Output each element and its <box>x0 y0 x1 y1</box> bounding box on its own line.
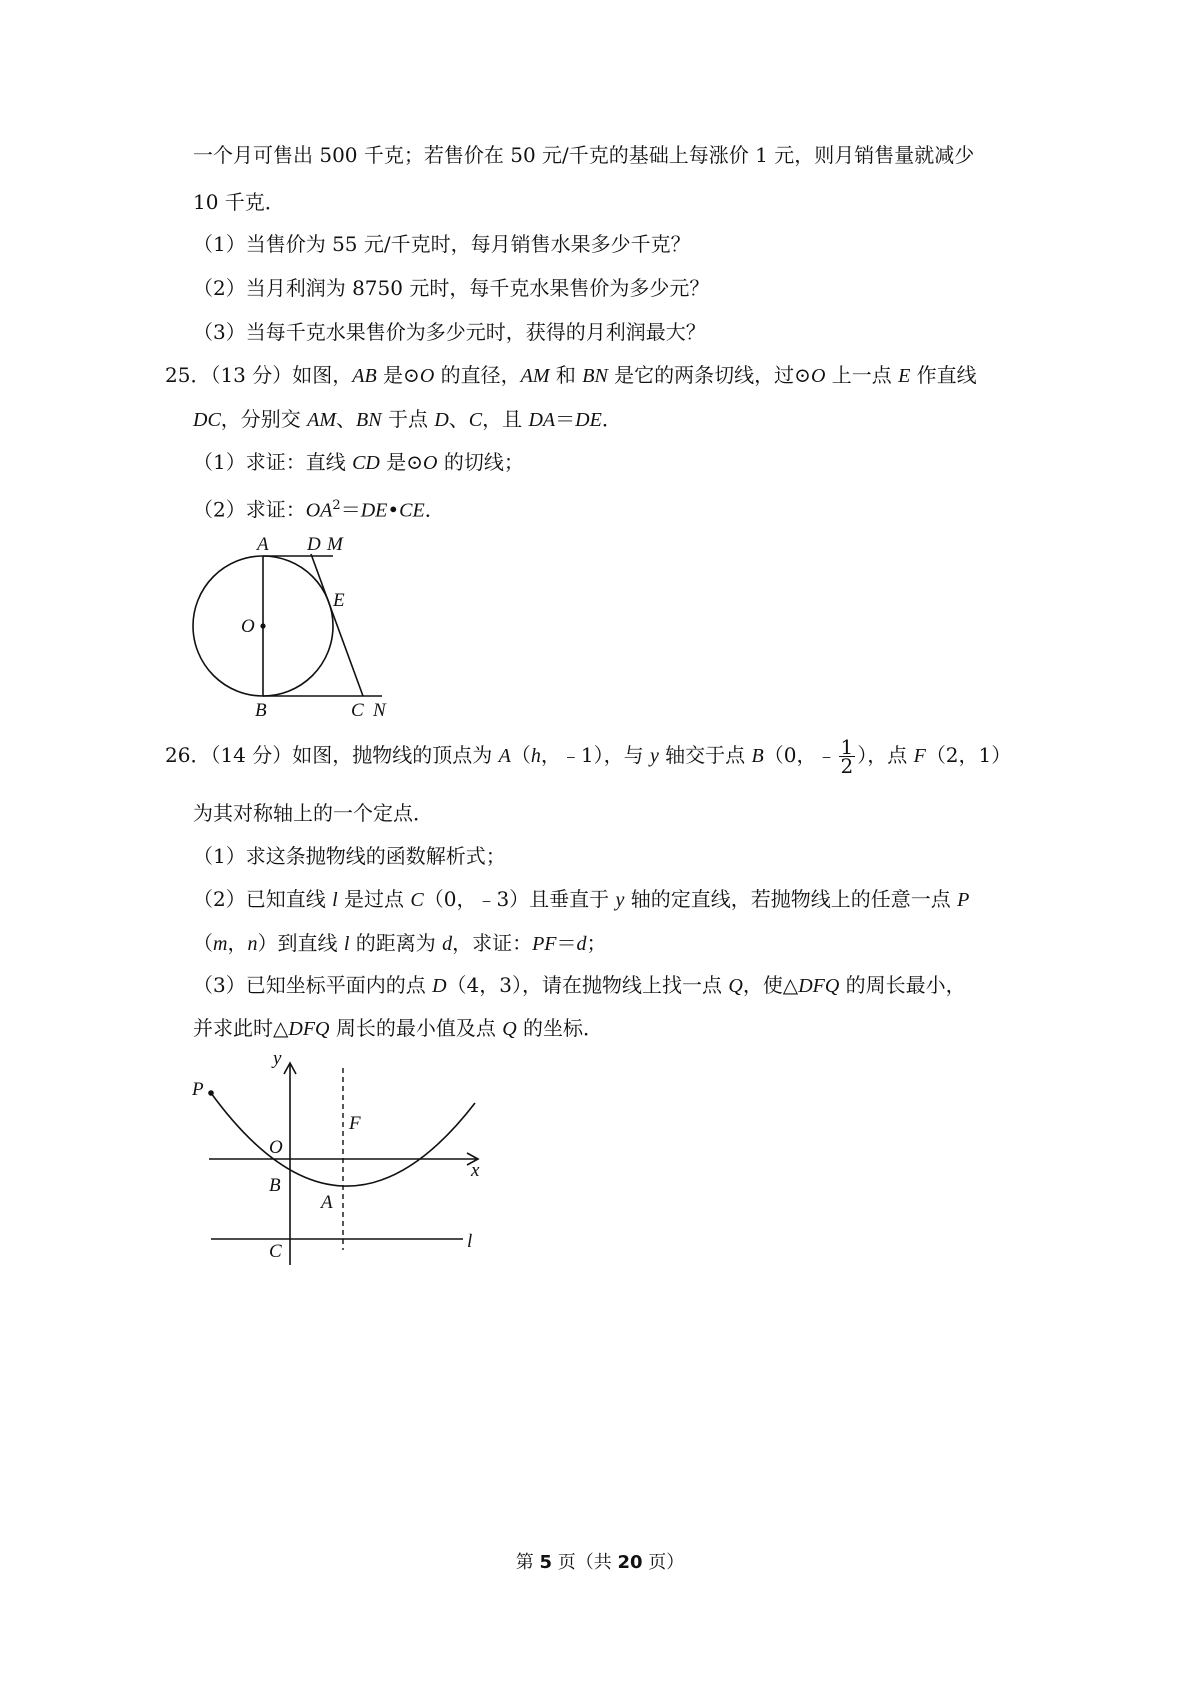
label-o: O <box>269 1137 283 1158</box>
label-x: x <box>471 1160 480 1181</box>
point-p <box>208 1090 214 1096</box>
label-b: B <box>269 1175 281 1196</box>
question-25-line-2: DC，分别交 AM、BN 于点 D、C，且 DA＝DE． <box>193 407 622 431</box>
paragraph-line: 10 千克． <box>193 190 285 214</box>
question-25-line-1: 25．（13 分）如图，AB 是⊙O 的直径，AM 和 BN 是它的两条切线，过⊙O 上一点 E 作直线 <box>165 363 977 387</box>
sub-question-26-2-cont: （m，n）到直线 l 的距离为 d，求证：PF＝d； <box>193 931 607 955</box>
sub-question-25-2: （2）求证：$OA^2=DE•CE$． <box>193 497 445 522</box>
parabola-figure <box>185 1050 495 1275</box>
sub-question-24-3: （3）当每千克水果售价为多少元时，获得的月利润最大？ <box>193 320 706 344</box>
label-c: C <box>351 700 364 721</box>
sub-question-25-1: （1）求证：直线 CD 是⊙O 的切线； <box>193 450 524 474</box>
question-26-line-2: 为其对称轴上的一个定点． <box>193 801 433 825</box>
line-dc <box>311 554 363 696</box>
sub-question-26-3: （3）已知坐标平面内的点 D（4，3），请在抛物线上找一点 Q，使△DFQ 的周长最小， <box>193 973 966 997</box>
label-c: C <box>269 1241 282 1262</box>
question-26-line-1: 26．（14 分）如图，抛物线的顶点为 A（h，﹣1），与 y 轴交于点 B（0，﹣ $\frac{1}{2}$ ），点 F（2，1） <box>165 735 1012 778</box>
page-footer: 第 5 页（共 20 页） <box>515 1552 685 1573</box>
label-f: F <box>349 1113 361 1134</box>
sub-question-24-2: （2）当月利润为 8750 元时，每千克水果售价为多少元？ <box>193 276 710 300</box>
label-d: D <box>307 534 321 555</box>
label-b: B <box>255 700 267 721</box>
label-n: N <box>373 700 386 721</box>
label-o: O <box>241 616 255 637</box>
label-m: M <box>327 534 343 555</box>
sub-question-26-1: （1）求这条抛物线的函数解析式； <box>193 844 506 868</box>
circle-tangent-figure <box>185 530 405 725</box>
label-a: A <box>321 1192 333 1213</box>
label-e: E <box>333 590 345 611</box>
center-point-o <box>260 623 265 628</box>
fraction-one-half: $\frac{1}{2}$ <box>840 735 854 778</box>
sub-question-26-2: （2）已知直线 l 是过点 C（0，﹣3）且垂直于 y 轴的定直线，若抛物线上的任意一点 P <box>193 887 970 911</box>
sub-question-26-3-cont: 并求此时△DFQ 周长的最小值及点 Q 的坐标． <box>193 1016 604 1040</box>
sub-question-24-1: （1）当售价为 55 元/千克时，每月销售水果多少千克？ <box>193 232 691 256</box>
label-p: P <box>192 1079 204 1100</box>
paragraph-line: 一个月可售出 500 千克；若售价在 50 元/千克的基础上每涨价 1 元，则月销售量就减少 <box>193 143 975 167</box>
label-a: A <box>257 534 269 555</box>
label-y: y <box>273 1050 282 1069</box>
label-l: l <box>467 1231 473 1252</box>
